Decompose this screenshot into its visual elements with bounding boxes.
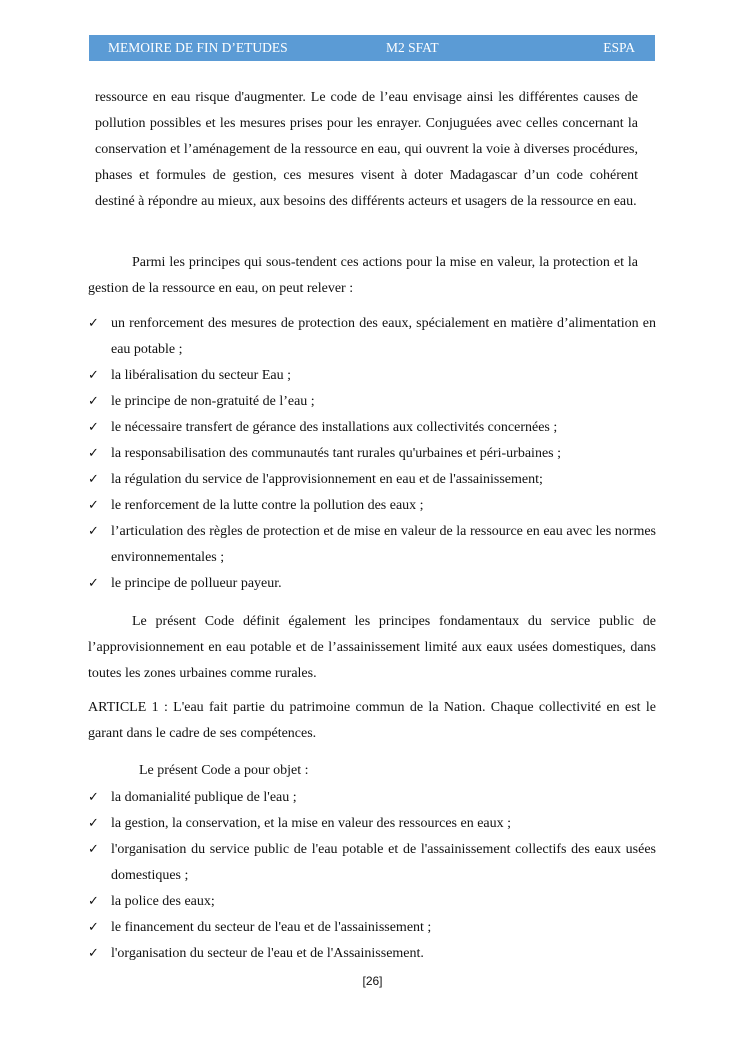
intro-paragraph: ressource en eau risque d'augmenter. Le code de l’eau envisage ainsi les différentes causes de pollution possibles et les mesures prises pour les enrayer. Conjuguées avec celles concernant la conservation et l’aménagement de la ressource en eau, qui ouvrent la voie à diverses procédures, phases et formules de gestion, ces mesures visent à doter Madagascar d’un code cohérent destiné à répondre au mieux, aux besoins des différents acteurs et usagers de la ressource en eau. xyxy=(95,90,638,209)
header-left-title: MEMOIRE DE FIN D’ETUDES xyxy=(108,40,288,55)
list-item: ✓ l'organisation du service public de l'eau potable et de l'assainissement collectifs des eaux usées domestiques ; xyxy=(88,837,656,889)
checkmark-icon: ✓ xyxy=(88,420,99,435)
list-item: ✓ le principe de pollueur payeur. xyxy=(88,571,656,597)
list-item: ✓ la libéralisation du secteur Eau ; xyxy=(88,363,656,389)
list-item: ✓ le principe de non-gratuité de l’eau ; xyxy=(88,389,656,415)
principles-intro-paragraph: Parmi les principes qui sous-tendent ces actions pour la mise en valeur, la protection et la gestion de la ressource en eau, on peut relever : xyxy=(88,255,638,296)
list-item: ✓ la régulation du service de l'approvisionnement en eau et de l'assainissement; xyxy=(88,467,656,493)
principles-list xyxy=(88,311,656,597)
checkmark-icon: ✓ xyxy=(88,472,99,487)
page-header-band xyxy=(89,35,655,61)
header-right-title: ESPA xyxy=(603,40,635,55)
list-item: ✓ l'organisation du secteur de l'eau et de l'Assainissement. xyxy=(88,941,656,967)
code-definition-paragraph: Le présent Code définit également les principes fondamentaux du service public de l’approvisionnement en eau potable et de l’assainissement limité aux eaux usées domestiques, dans toutes les zones urbaines comme rurales. xyxy=(88,614,656,681)
list-item: ✓ le renforcement de la lutte contre la pollution des eaux ; xyxy=(88,493,656,519)
checkmark-icon: ✓ xyxy=(88,524,99,539)
list-item: ✓ la police des eaux; xyxy=(88,889,656,915)
code-object-intro: Le présent Code a pour objet : xyxy=(139,763,309,778)
list-item: ✓ l’articulation des règles de protection et de mise en valeur de la ressource en eau avec les normes environnementales ; xyxy=(88,519,656,571)
list-item: ✓ la gestion, la conservation, et la mise en valeur des ressources en eaux ; xyxy=(88,811,656,837)
checkmark-icon: ✓ xyxy=(88,394,99,409)
header-center-title: M2 SFAT xyxy=(386,40,439,55)
objects-list xyxy=(88,785,656,967)
checkmark-icon: ✓ xyxy=(88,576,99,591)
list-item: ✓ la responsabilisation des communautés tant rurales qu'urbaines et péri-urbaines ; xyxy=(88,441,656,467)
page-number: [26] xyxy=(362,974,383,988)
checkmark-icon: ✓ xyxy=(88,498,99,513)
list-item: ✓ la domanialité publique de l'eau ; xyxy=(88,785,656,811)
checkmark-icon: ✓ xyxy=(88,946,99,961)
checkmark-icon: ✓ xyxy=(88,446,99,461)
checkmark-icon: ✓ xyxy=(88,842,99,857)
checkmark-icon: ✓ xyxy=(88,894,99,909)
checkmark-icon: ✓ xyxy=(88,790,99,805)
list-item: ✓ le nécessaire transfert de gérance des installations aux collectivités concernées ; xyxy=(88,415,656,441)
list-item: ✓ un renforcement des mesures de protection des eaux, spécialement en matière d’alimentation en eau potable ; xyxy=(88,311,656,363)
checkmark-icon: ✓ xyxy=(88,816,99,831)
list-item: ✓ le financement du secteur de l'eau et de l'assainissement ; xyxy=(88,915,656,941)
checkmark-icon: ✓ xyxy=(88,920,99,935)
checkmark-icon: ✓ xyxy=(88,316,99,331)
article-1-paragraph: ARTICLE 1 : L'eau fait partie du patrimoine commun de la Nation. Chaque collectivité en est le garant dans le cadre de ses compétences. xyxy=(88,700,656,741)
checkmark-icon: ✓ xyxy=(88,368,99,383)
